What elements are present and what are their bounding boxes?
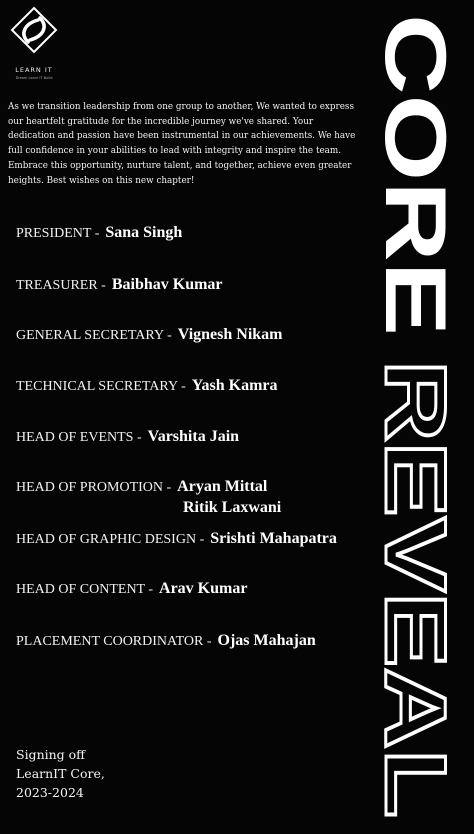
role-row-head-of-content xyxy=(16,580,247,598)
vertical-title xyxy=(367,0,474,834)
role-label: HEAD OF EVENTS - xyxy=(16,430,142,445)
learnit-logo xyxy=(6,6,62,86)
role-row-head-of-events xyxy=(16,428,239,446)
title-core: CORE xyxy=(367,14,463,263)
member-name: Srishti Mahapatra xyxy=(210,530,337,547)
role-label: TECHNICAL SECRETARY - xyxy=(16,379,186,394)
member-name: Vignesh Nikam xyxy=(177,326,283,343)
logo-name: LEARN IT xyxy=(15,66,53,74)
role-label: TREASURER - xyxy=(16,278,106,293)
role-label: HEAD OF GRAPHIC DESIGN - xyxy=(16,532,205,547)
member-name: Aryan Mittal xyxy=(177,478,268,495)
member-name: Ojas Mahajan xyxy=(217,632,316,649)
role-row-president xyxy=(16,224,182,242)
signoff xyxy=(16,745,105,802)
member-name: Arav Kumar xyxy=(159,580,248,597)
role-row-technical-secretary xyxy=(16,377,278,395)
role-label: HEAD OF PROMOTION - xyxy=(16,480,172,495)
signoff-year: 2023-2024 xyxy=(16,785,84,800)
role-label: PRESIDENT - xyxy=(16,226,100,241)
role-row-head-of-graphic-design xyxy=(16,530,337,548)
role-row-head-of-promotion xyxy=(16,478,267,496)
title-reveal: REVEAL xyxy=(367,360,463,709)
member-name: Sana Singh xyxy=(105,224,183,241)
signoff-org: LearnIT Core, xyxy=(16,766,105,781)
role-label: HEAD OF CONTENT - xyxy=(16,582,154,597)
role-label: GENERAL SECRETARY - xyxy=(16,328,172,343)
member-name: Baibhav Kumar xyxy=(111,276,223,293)
learnit-logo-icon xyxy=(10,6,58,64)
member-name: Yash Kamra xyxy=(191,377,278,394)
role-row-treasurer xyxy=(16,276,223,294)
role-row-placement-coordinator xyxy=(16,632,316,650)
intro-message: As we transition leadership from one group to another, We wanted to express our heartfelt gratitude for the incredible journey we've shared. Your dedication and passion have been instrumental in our achievements. We have full confidence in your abilities to lead with integrity and inspire the team. Embrace this opportunity, nurture talent, and together, achieve even greater heights. Best wishes on this new chapter! xyxy=(8,102,356,186)
member-name: Varshita Jain xyxy=(147,428,240,445)
role-row-general-secretary xyxy=(16,326,283,344)
member-name-second: Ritik Laxwani xyxy=(183,499,282,516)
role-label: PLACEMENT COORDINATOR - xyxy=(16,634,212,649)
signoff-line: Signing off xyxy=(16,747,86,762)
logo-tagline: Dream Learn IT Build xyxy=(15,76,53,80)
